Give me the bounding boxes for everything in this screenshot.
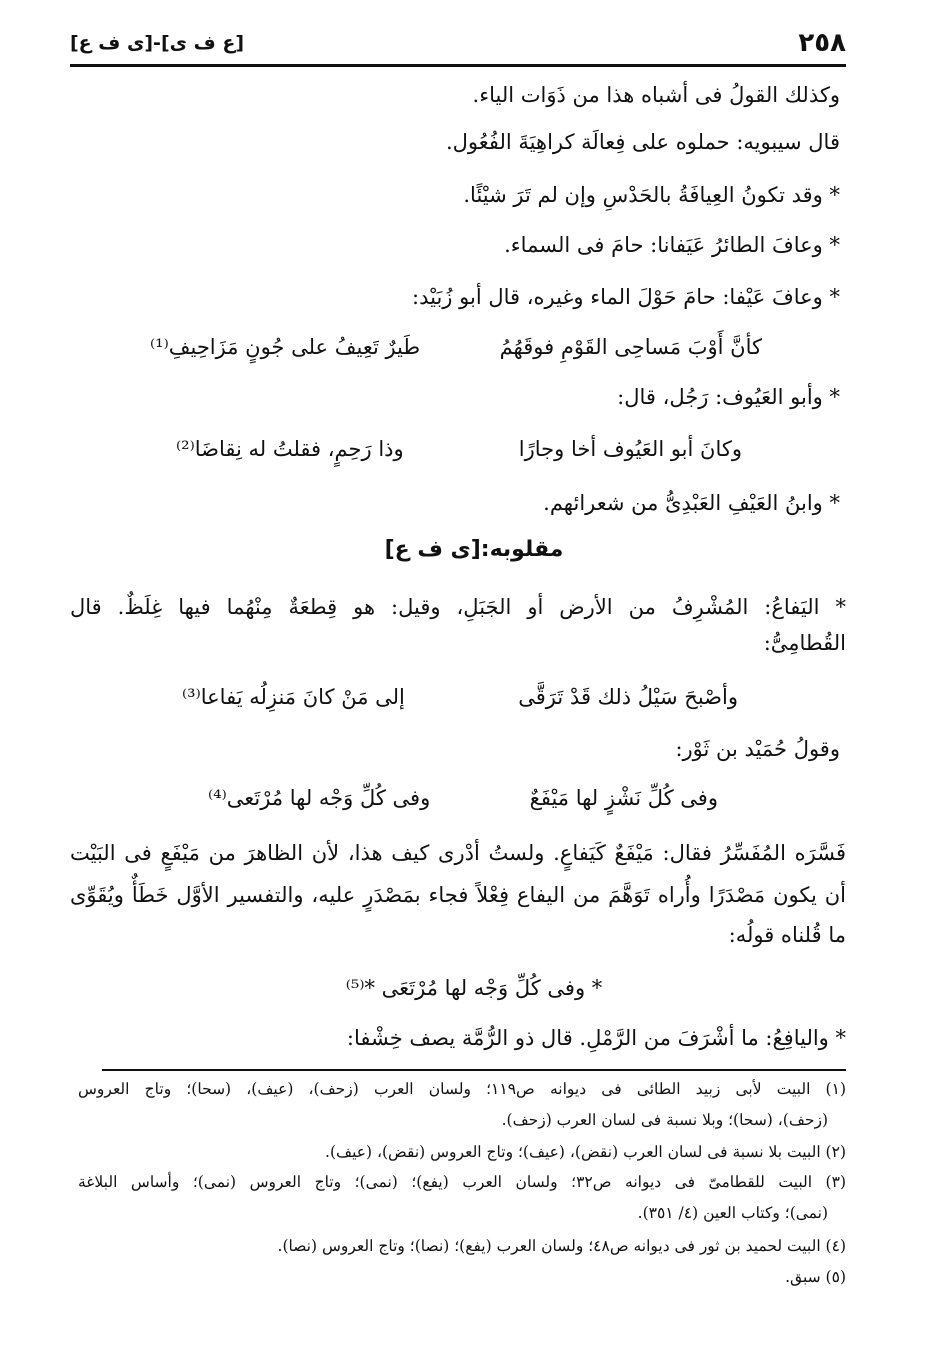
verse-first-hemistich: وكانَ أبو العَيُوف أخا وجارًا xyxy=(518,437,742,461)
verse-first-hemistich: وفى كُلِّ نَشْزٍ لها مَيْفَعٌ xyxy=(529,786,718,810)
quoted-verse: * وفى كُلِّ وَجْه لها مُرْتَعَى *⁽⁵⁾ xyxy=(345,976,603,1000)
verse-second-hemistich: إلى مَنْ كانَ مَنزِلُه يَفاعا⁽³⁾ xyxy=(182,685,405,709)
footnote-line: (زحف)، (سحا)؛ وبلا نسبة فى لسان العرب (زحف). xyxy=(501,1111,828,1129)
verse-first-hemistich: كأنَّ أَوْبَ مَساحِى القَوْمِ فوقَهُمُ xyxy=(499,335,762,359)
body-line: * وأبو العَيُوف: رَجُل، قال: xyxy=(617,385,840,409)
footnote-line: (نمى)؛ وكتاب العين (٤/ ٣٥١). xyxy=(637,1204,828,1222)
body-line: قال سيبويه: حملوه على فِعالَة كراهِيَةَ الفُعُول. xyxy=(445,130,840,154)
body-line: * واليافِعُ: ما أشْرَفَ من الرَّمْلِ. قال ذو الرُّمَّة يصف خِشْفا: xyxy=(346,1026,846,1050)
header-title: [ع ف ى]-[ى ف ع] xyxy=(70,32,245,54)
body-line: * وابنُ العَيْفِ العَبْدِىُّ من شعرائهم. xyxy=(543,491,840,515)
footnote-rule xyxy=(102,1069,846,1071)
body-line: وقولُ حُمَيْد بن ثَوْر: xyxy=(675,737,840,761)
footnote-line: (١) البيت لأبى زبيد الطائى فى ديوانه ص١١٩؛ ولسان العرب (زحف)، (عيف)، (سحا)؛ وتاج العروس xyxy=(78,1080,846,1098)
running-header xyxy=(70,26,846,60)
body-line: * اليَفاعُ: المُشْرِفُ من الأرض أو الجَبَلِ، وقيل: هو قِطعَةٌ مِنْهُما فيها غِلَظٌ. قال xyxy=(70,595,846,619)
verse-second-hemistich: طَيرٌ تَعِيفُ على جُونٍ مَزَاحِيفِ⁽¹⁾ xyxy=(150,335,421,359)
body-line: * وعافَ عَيْفا: حامَ حَوْلَ الماء وغيره، قال أبو زُبَيْد: xyxy=(412,285,840,309)
footnote-line: (٣) البيت للقطامىّ فى ديوانه ص٣٢؛ ولسان العرب (يفع)؛ (نمى)؛ وتاج العروس (نمى)؛ وأساس البلاغة xyxy=(78,1173,846,1191)
body-line: أن يكون مَصْدَرًا وأُراه تَوَهَّمَ من اليفاع فِعْلاً فجاء بمَصْدَرٍ عليه، والتفسير الأوَّل خَطَأٌ ويُقَوِّى xyxy=(70,883,846,907)
footnote-line: (٢) البيت بلا نسبة فى لسان العرب (نقض)، (عيف)؛ وتاج العروس (نقض)، (عيف). xyxy=(325,1143,846,1161)
verse-second-hemistich: وذا رَحِمٍ، فقلتُ له نِقاضَا⁽²⁾ xyxy=(176,437,404,461)
footnote-line: (٥) سبق. xyxy=(785,1268,846,1286)
verse-second-hemistich: وفى كُلِّ وَجْه لها مُرْتَعى⁽⁴⁾ xyxy=(208,786,431,810)
section-heading: مقلوبه:[ى ف ع] xyxy=(384,537,564,562)
body-line: * وعافَ الطائرُ عَيَفانا: حامَ فى السماء. xyxy=(504,233,840,257)
body-line: فَسَّرَه المُفَسِّرُ فقال: مَيْفَعٌ كَيَفاعٍ. ولستُ أدْرى كيف هذا، لأن الظاهرَ من مَيْفَعٍ فى البَيْت xyxy=(70,841,846,865)
header-rule xyxy=(70,64,846,67)
body-line: القُطامِىُّ: xyxy=(763,631,846,655)
verse-first-hemistich: وأصْبحَ سَيْلُ ذلك قَدْ تَرَقَّى xyxy=(518,685,738,709)
body-line: ما قُلناه قولُه: xyxy=(728,923,846,947)
body-line: وكذلك القولُ فى أشباه هذا من ذَوَات الياء. xyxy=(472,83,840,107)
body-line: * وقد تكونُ العِيافَةُ بالحَدْسِ وإن لم تَرَ شيْئًا. xyxy=(463,183,840,207)
footnote-line: (٤) البيت لحميد بن ثور فى ديوانه ص٤٨؛ ولسان العرب (يفع)؛ (نصا)؛ وتاج العروس (نصا). xyxy=(277,1237,846,1255)
page-number: ٢٥٨ xyxy=(798,28,846,58)
